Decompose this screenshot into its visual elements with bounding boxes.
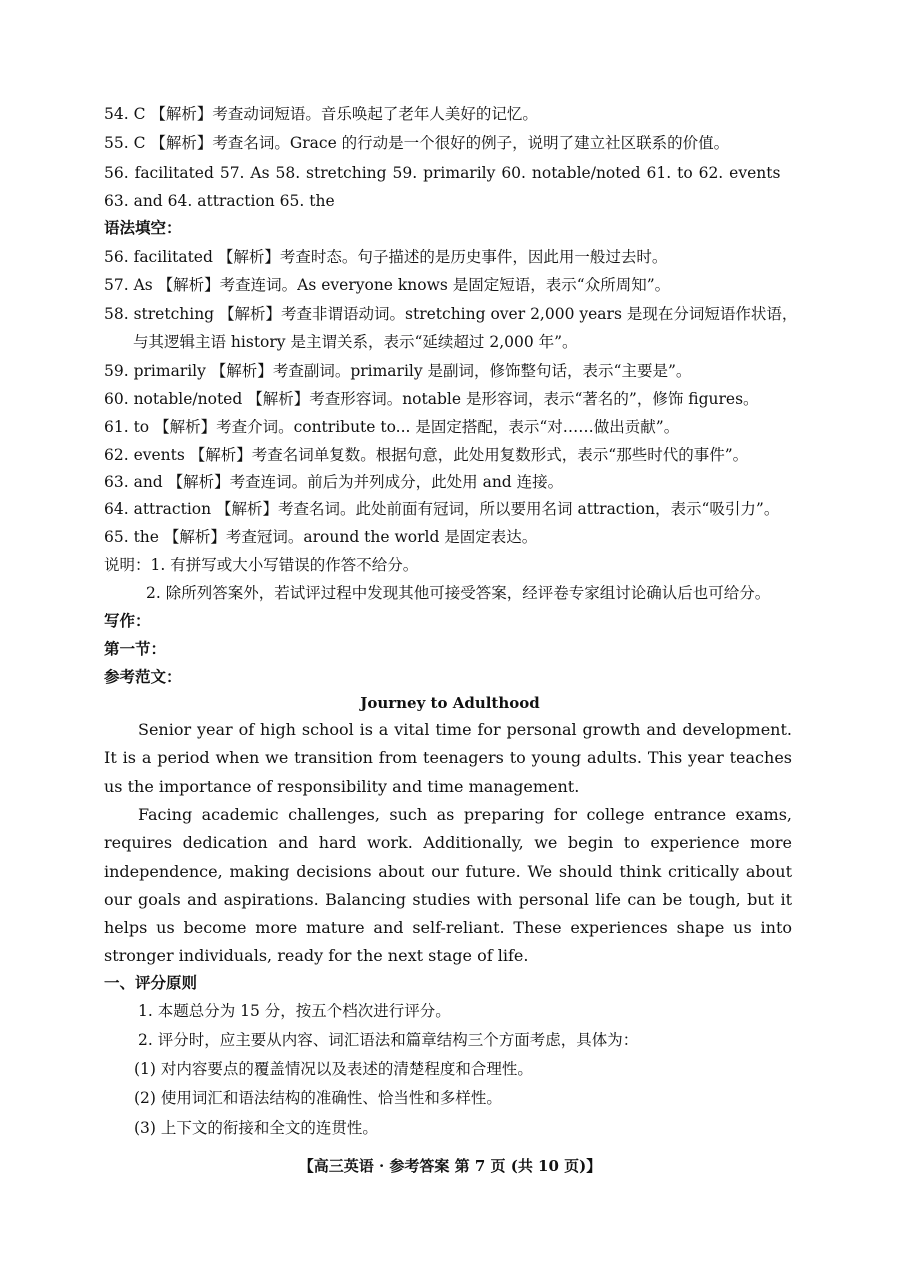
answer-63-65: 63. and 64. attraction 65. the [104, 192, 335, 210]
scoring-heading: 一、评分原则 [104, 973, 198, 992]
note-1: 说明：1. 有拼写或大小写错误的作答不给分。 [104, 556, 419, 574]
grammar-item-61: 61. to 【解析】考查介词。contribute to... 是固定搭配，表示“对……做出贡献”。 [104, 418, 680, 436]
grammar-item-56: 56. facilitated 【解析】考查时态。句子描述的是历史事件，因此用一般过去时。 [104, 248, 668, 266]
answer-54: 54. C 【解析】考查动词短语。音乐唤起了老年人美好的记忆。 [104, 105, 538, 123]
sample-essay-label: 参考范文： [104, 667, 182, 686]
grammar-item-65: 65. the 【解析】考查冠词。around the world 是固定表达。 [104, 528, 538, 546]
scoring-rule-2-2: (2) 使用词汇和语法结构的准确性、恰当性和多样性。 [134, 1089, 502, 1107]
essay-paragraph-2: Facing academic challenges, such as preparing for college entrance exams, requires dedication and hard work. Additionally, we begin to experience more independence, making decisions about our future. We should think critically about our goals and aspirations. Balancing studies with personal life can be tough, but it helps us become more mature and self-reliant. These experiences shape us into stronger individuals, ready for the next stage of life. [104, 805, 792, 966]
scoring-rule-2: 2. 评分时，应主要从内容、词汇语法和篇章结构三个方面考虑，具体为： [138, 1031, 639, 1049]
essay-title: Journey to Adulthood [360, 694, 540, 712]
grammar-item-64: 64. attraction 【解析】考查名词。此处前面有冠词，所以要用名词 attraction，表示“吸引力”。 [104, 500, 780, 518]
writing-section: 第一节： [104, 639, 167, 658]
answer-56-62: 56. facilitated 57. As 58. stretching 59. primarily 60. notable/noted 61. to 62. events [104, 164, 781, 182]
grammar-item-59: 59. primarily 【解析】考查副词。primarily 是副词，修饰整句话，表示“主要是”。 [104, 362, 692, 380]
note-2: 2. 除所列答案外，若试评过程中发现其他可接受答案，经评卷专家组讨论确认后也可给分。 [146, 584, 771, 602]
grammar-heading: 语法填空： [104, 218, 182, 237]
page-footer: 【高三英语 · 参考答案 第 7 页 (共 10 页)】 [298, 1157, 602, 1175]
answer-55: 55. C 【解析】考查名词。Grace 的行动是一个很好的例子，说明了建立社区联系的价值。 [104, 134, 730, 152]
essay-paragraph-1: Senior year of high school is a vital time for personal growth and development. It is a period when we transition from teenagers to young adults. This year teaches us the importance of responsibility and time management. [104, 720, 792, 796]
scoring-rule-1: 1. 本题总分为 15 分，按五个档次进行评分。 [138, 1002, 451, 1020]
scoring-rule-2-3: (3) 上下文的衔接和全文的连贯性。 [134, 1119, 378, 1137]
grammar-item-60: 60. notable/noted 【解析】考查形容词。notable 是形容词，表示“著名的”，修饰 figures。 [104, 390, 759, 408]
grammar-item-58-cont: 与其逻辑主语 history 是主谓关系，表示“延续超过 2,000 年”。 [133, 333, 578, 351]
grammar-item-58: 58. stretching 【解析】考查非谓语动词。stretching over 2,000 years 是现在分词短语作状语， [104, 305, 798, 323]
writing-heading: 写作： [104, 611, 151, 630]
grammar-item-63: 63. and 【解析】考查连词。前后为并列成分，此处用 and 连接。 [104, 473, 564, 491]
grammar-item-62: 62. events 【解析】考查名词单复数。根据句意，此处用复数形式，表示“那些时代的事件”。 [104, 446, 749, 464]
grammar-item-57: 57. As 【解析】考查连词。As everyone knows 是固定短语，表示“众所周知”。 [104, 276, 671, 294]
scoring-rule-2-1: (1) 对内容要点的覆盖情况以及表述的清楚程度和合理性。 [134, 1060, 533, 1078]
